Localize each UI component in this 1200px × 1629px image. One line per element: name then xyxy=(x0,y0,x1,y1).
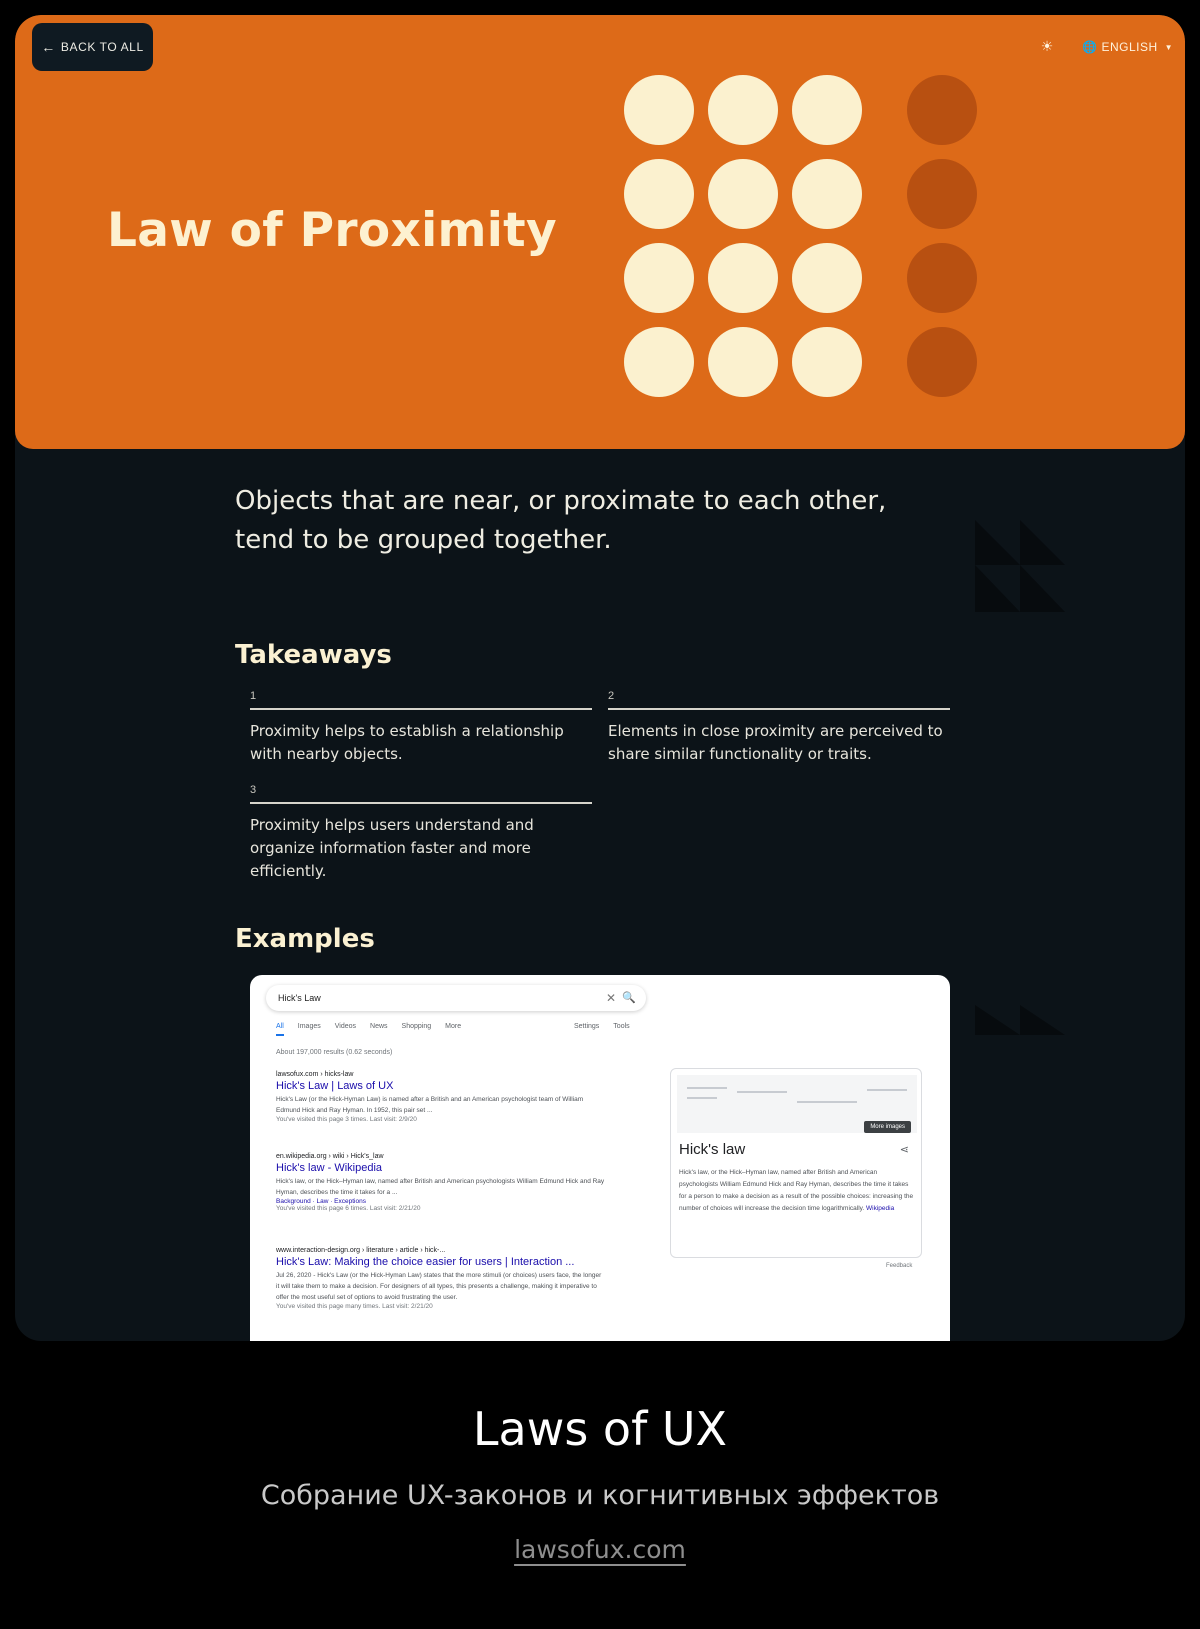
illustration-dot xyxy=(708,327,778,397)
tab-more: More xyxy=(445,1023,462,1030)
tab-videos: Videos xyxy=(334,1023,357,1030)
tab-news: News xyxy=(370,1023,388,1030)
image-placeholder-line xyxy=(867,1089,907,1091)
footer-link-wrapper xyxy=(0,1535,1200,1564)
hero-banner xyxy=(15,15,1185,449)
illustration-dot xyxy=(624,327,694,397)
illustration-dot xyxy=(624,159,694,229)
takeaway-item xyxy=(250,784,592,883)
image-placeholder-line xyxy=(687,1097,717,1099)
takeaway-text: Elements in close proximity are perceived to share similar functionality or traits. xyxy=(608,722,943,763)
result-visited: You've visited this page many times. Last visit: 2/21/20 xyxy=(276,1303,433,1310)
takeaways-heading: Takeaways xyxy=(235,640,392,670)
illustration-dot xyxy=(792,243,862,313)
arrow-left-icon: ← xyxy=(41,39,56,55)
takeaway-number: 1 xyxy=(250,690,592,710)
result-url: www.interaction-design.org › literature › article › hick-... xyxy=(276,1247,446,1254)
tab-all: All xyxy=(276,1023,284,1036)
wikipedia-link: Wikipedia xyxy=(866,1205,895,1212)
search-input xyxy=(266,985,646,1011)
takeaway-item xyxy=(608,690,950,766)
image-placeholder-line xyxy=(687,1087,727,1089)
result-visited: You've visited this page 6 times. Last visit: 2/21/20 xyxy=(276,1205,421,1212)
knowledge-panel xyxy=(670,1068,922,1258)
search-tabs xyxy=(276,1023,461,1036)
result-stats: About 197,000 results (0.62 seconds) xyxy=(276,1049,393,1056)
takeaway-text: Proximity helps to establish a relationship with nearby objects. xyxy=(250,722,564,763)
language-label: ENGLISH xyxy=(1101,40,1158,54)
decorative-triangles xyxy=(975,520,1075,616)
back-to-all-button[interactable] xyxy=(32,23,153,71)
sun-icon[interactable]: ☀ xyxy=(1040,39,1054,55)
illustration-dot xyxy=(624,243,694,313)
search-icon: 🔍 xyxy=(622,992,636,1004)
feedback-link: Feedback xyxy=(886,1263,913,1269)
search-tools xyxy=(574,1023,630,1030)
chevron-down-icon: ▼ xyxy=(1164,42,1174,52)
search-result xyxy=(276,1071,606,1123)
back-to-all-label: BACK TO ALL xyxy=(60,40,144,54)
illustration-dot xyxy=(907,327,977,397)
close-icon: ✕ xyxy=(605,991,616,1005)
page-title: Law of Proximity xyxy=(107,203,557,258)
knowledge-panel-text: Hick's law, or the Hick–Hyman law, named after British and American psychologists William Edmund Hick and Ray Hyman, describes the time it takes for a person to make a decision as a result of the possible choices: increasing the number of choices will increase the decision time logarithmically. xyxy=(679,1169,914,1212)
result-snippet: Hick's Law (or the Hick-Hyman Law) is named after a British and an American psychologist team of William Edmund Hick and Ray Hyman. In 1952, this pair set ... xyxy=(276,1096,584,1114)
image-placeholder-line xyxy=(797,1101,857,1103)
illustration-dot xyxy=(792,159,862,229)
illustration-dot xyxy=(907,75,977,145)
illustration-dot xyxy=(624,75,694,145)
decorative-triangles xyxy=(975,1005,1075,1039)
result-url: lawsofux.com › hicks-law xyxy=(276,1071,354,1078)
knowledge-panel-images xyxy=(677,1075,917,1133)
result-snippet: Hick's law, or the Hick–Hyman law, named after British and American psychologists William Edmund Hick and Ray Hyman, describes the time it takes for a ... xyxy=(276,1178,605,1196)
illustration-dot xyxy=(792,327,862,397)
tab-images: Images xyxy=(297,1023,321,1030)
footer-subtitle: Собрание UX-законов и когнитивных эффектов xyxy=(260,1480,940,1511)
illustration-dot xyxy=(708,75,778,145)
tools-link: Tools xyxy=(613,1023,630,1030)
result-url: en.wikipedia.org › wiki › Hick's_law xyxy=(276,1153,384,1160)
takeaway-number: 2 xyxy=(608,690,950,710)
result-sitelinks: Background · Law · Exceptions xyxy=(276,1198,366,1205)
result-title: Hick's Law: Making the choice easier for users | Interaction ... xyxy=(276,1256,575,1268)
knowledge-panel-title: Hick's law xyxy=(679,1141,746,1158)
takeaway-text: Proximity helps users understand and organize information faster and more efficiently. xyxy=(250,816,534,880)
illustration-dot xyxy=(708,159,778,229)
search-result xyxy=(276,1247,606,1310)
settings-link: Settings xyxy=(574,1023,600,1030)
result-snippet: Jul 26, 2020 - Hick's Law (or the Hick-Hyman Law) states that the more stimuli (or choices) users face, the longer it will take them to make a decision. For designers of all types, this presents a challenge, making it imperative to offer the most useful set of options to avoid frustrating the user. xyxy=(276,1272,602,1301)
law-definition: Objects that are near, or proximate to each other, tend to be grouped together. xyxy=(235,486,887,555)
illustration-dot xyxy=(907,159,977,229)
illustration-dot xyxy=(907,243,977,313)
knowledge-panel-description xyxy=(679,1167,915,1215)
examples-heading: Examples xyxy=(235,924,375,954)
footer-title: Laws of UX xyxy=(472,1402,728,1456)
illustration-dot xyxy=(792,75,862,145)
illustration-dot xyxy=(708,243,778,313)
result-title: Hick's law - Wikipedia xyxy=(276,1162,383,1174)
search-result xyxy=(276,1153,606,1212)
takeaway-item xyxy=(250,690,592,766)
share-icon: ⋖ xyxy=(899,1144,909,1156)
search-query: Hick's Law xyxy=(278,993,321,1003)
more-images-button: More images xyxy=(864,1121,911,1133)
result-title: Hick's Law | Laws of UX xyxy=(276,1080,394,1092)
image-placeholder-line xyxy=(737,1091,787,1093)
language-selector[interactable] xyxy=(1082,37,1173,57)
takeaway-number: 3 xyxy=(250,784,592,804)
result-visited: You've visited this page 3 times. Last visit: 2/9/20 xyxy=(276,1116,417,1123)
globe-icon: 🌐 xyxy=(1082,40,1098,54)
example-screenshot xyxy=(250,975,950,1341)
site-link[interactable]: lawsofux.com xyxy=(514,1535,686,1564)
tab-shopping: Shopping xyxy=(401,1023,432,1030)
